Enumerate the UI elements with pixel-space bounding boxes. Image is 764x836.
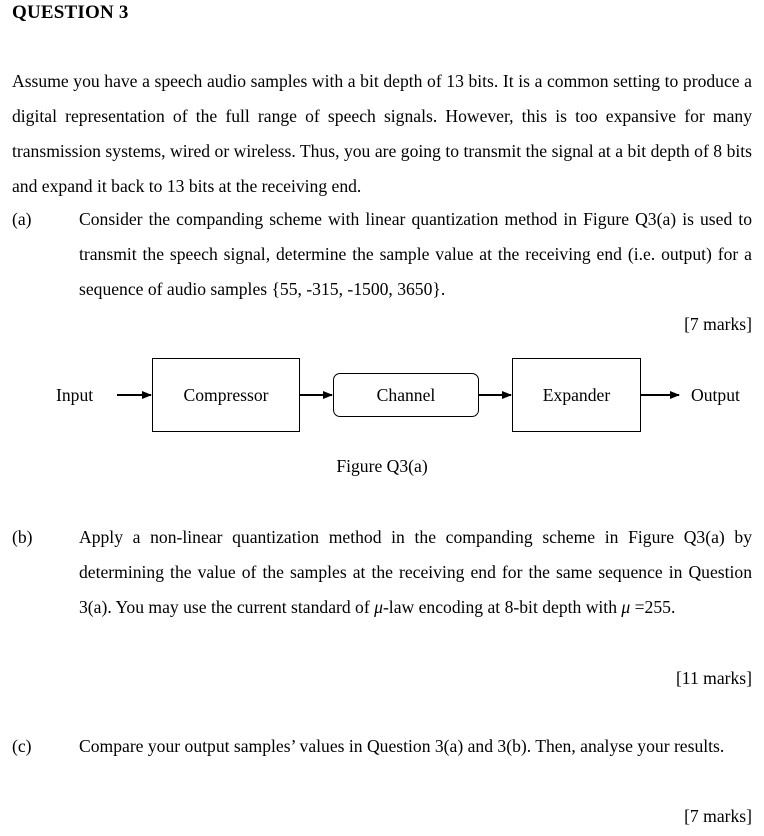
figure-q3a bbox=[0, 350, 764, 440]
channel-block bbox=[333, 373, 479, 417]
part-b-label: (b) bbox=[12, 527, 33, 547]
part-a-text: Consider the companding scheme with linear quantization method in Figure Q3(a) is used to transmit the speech signal, determine the sample value at the receiving end (i.e. output) for a sequence of audio samples {55, -315, -1500, 3650}. bbox=[79, 209, 752, 299]
expander-label: Expander bbox=[542, 384, 611, 405]
part-c-label: (c) bbox=[12, 736, 32, 756]
part-a-marks: [7 marks] bbox=[684, 314, 752, 334]
part-b-text-after-mu: =255. bbox=[630, 597, 676, 617]
compressor-label: Compressor bbox=[183, 384, 269, 405]
mu-symbol-2: μ bbox=[621, 597, 631, 617]
question-intro: Assume you have a speech audio samples with a bit depth of 13 bits. It is a common setting to produce a digital representation of the full range of speech signals. However, this is too expansive for many transmission systems, wired or wireless. Thus, you are going to transmit the signal at a bit depth of 8 bits and expand it back to 13 bits at the receiving end. bbox=[12, 71, 752, 196]
part-b-text-mid: -law encoding at 8-bit depth with bbox=[382, 597, 622, 617]
channel-label: Channel bbox=[376, 384, 436, 405]
compressor-block bbox=[152, 358, 300, 432]
mu-symbol: μ bbox=[374, 597, 383, 617]
figure-caption: Figure Q3(a) bbox=[336, 456, 428, 476]
part-b-text-before-mu: Apply a non-linear quantization method in the companding scheme in Figure Q3(a) by determining the value of the samples at the receiving end for the same sequence in Question 3(a). You may use the current standard of bbox=[79, 527, 752, 617]
part-c-marks: [7 marks] bbox=[684, 806, 752, 826]
part-b-marks: [11 marks] bbox=[675, 668, 752, 688]
figure-output-label: Output bbox=[691, 385, 740, 405]
part-c-text: Compare your output samples’ values in Question 3(a) and 3(b). Then, analyse your results. bbox=[79, 736, 725, 756]
part-b-text bbox=[79, 520, 752, 625]
part-a-label: (a) bbox=[12, 209, 32, 229]
expander-block bbox=[512, 358, 641, 432]
figure-input-label: Input bbox=[56, 385, 94, 405]
question-heading: QUESTION 3 bbox=[12, 2, 129, 23]
